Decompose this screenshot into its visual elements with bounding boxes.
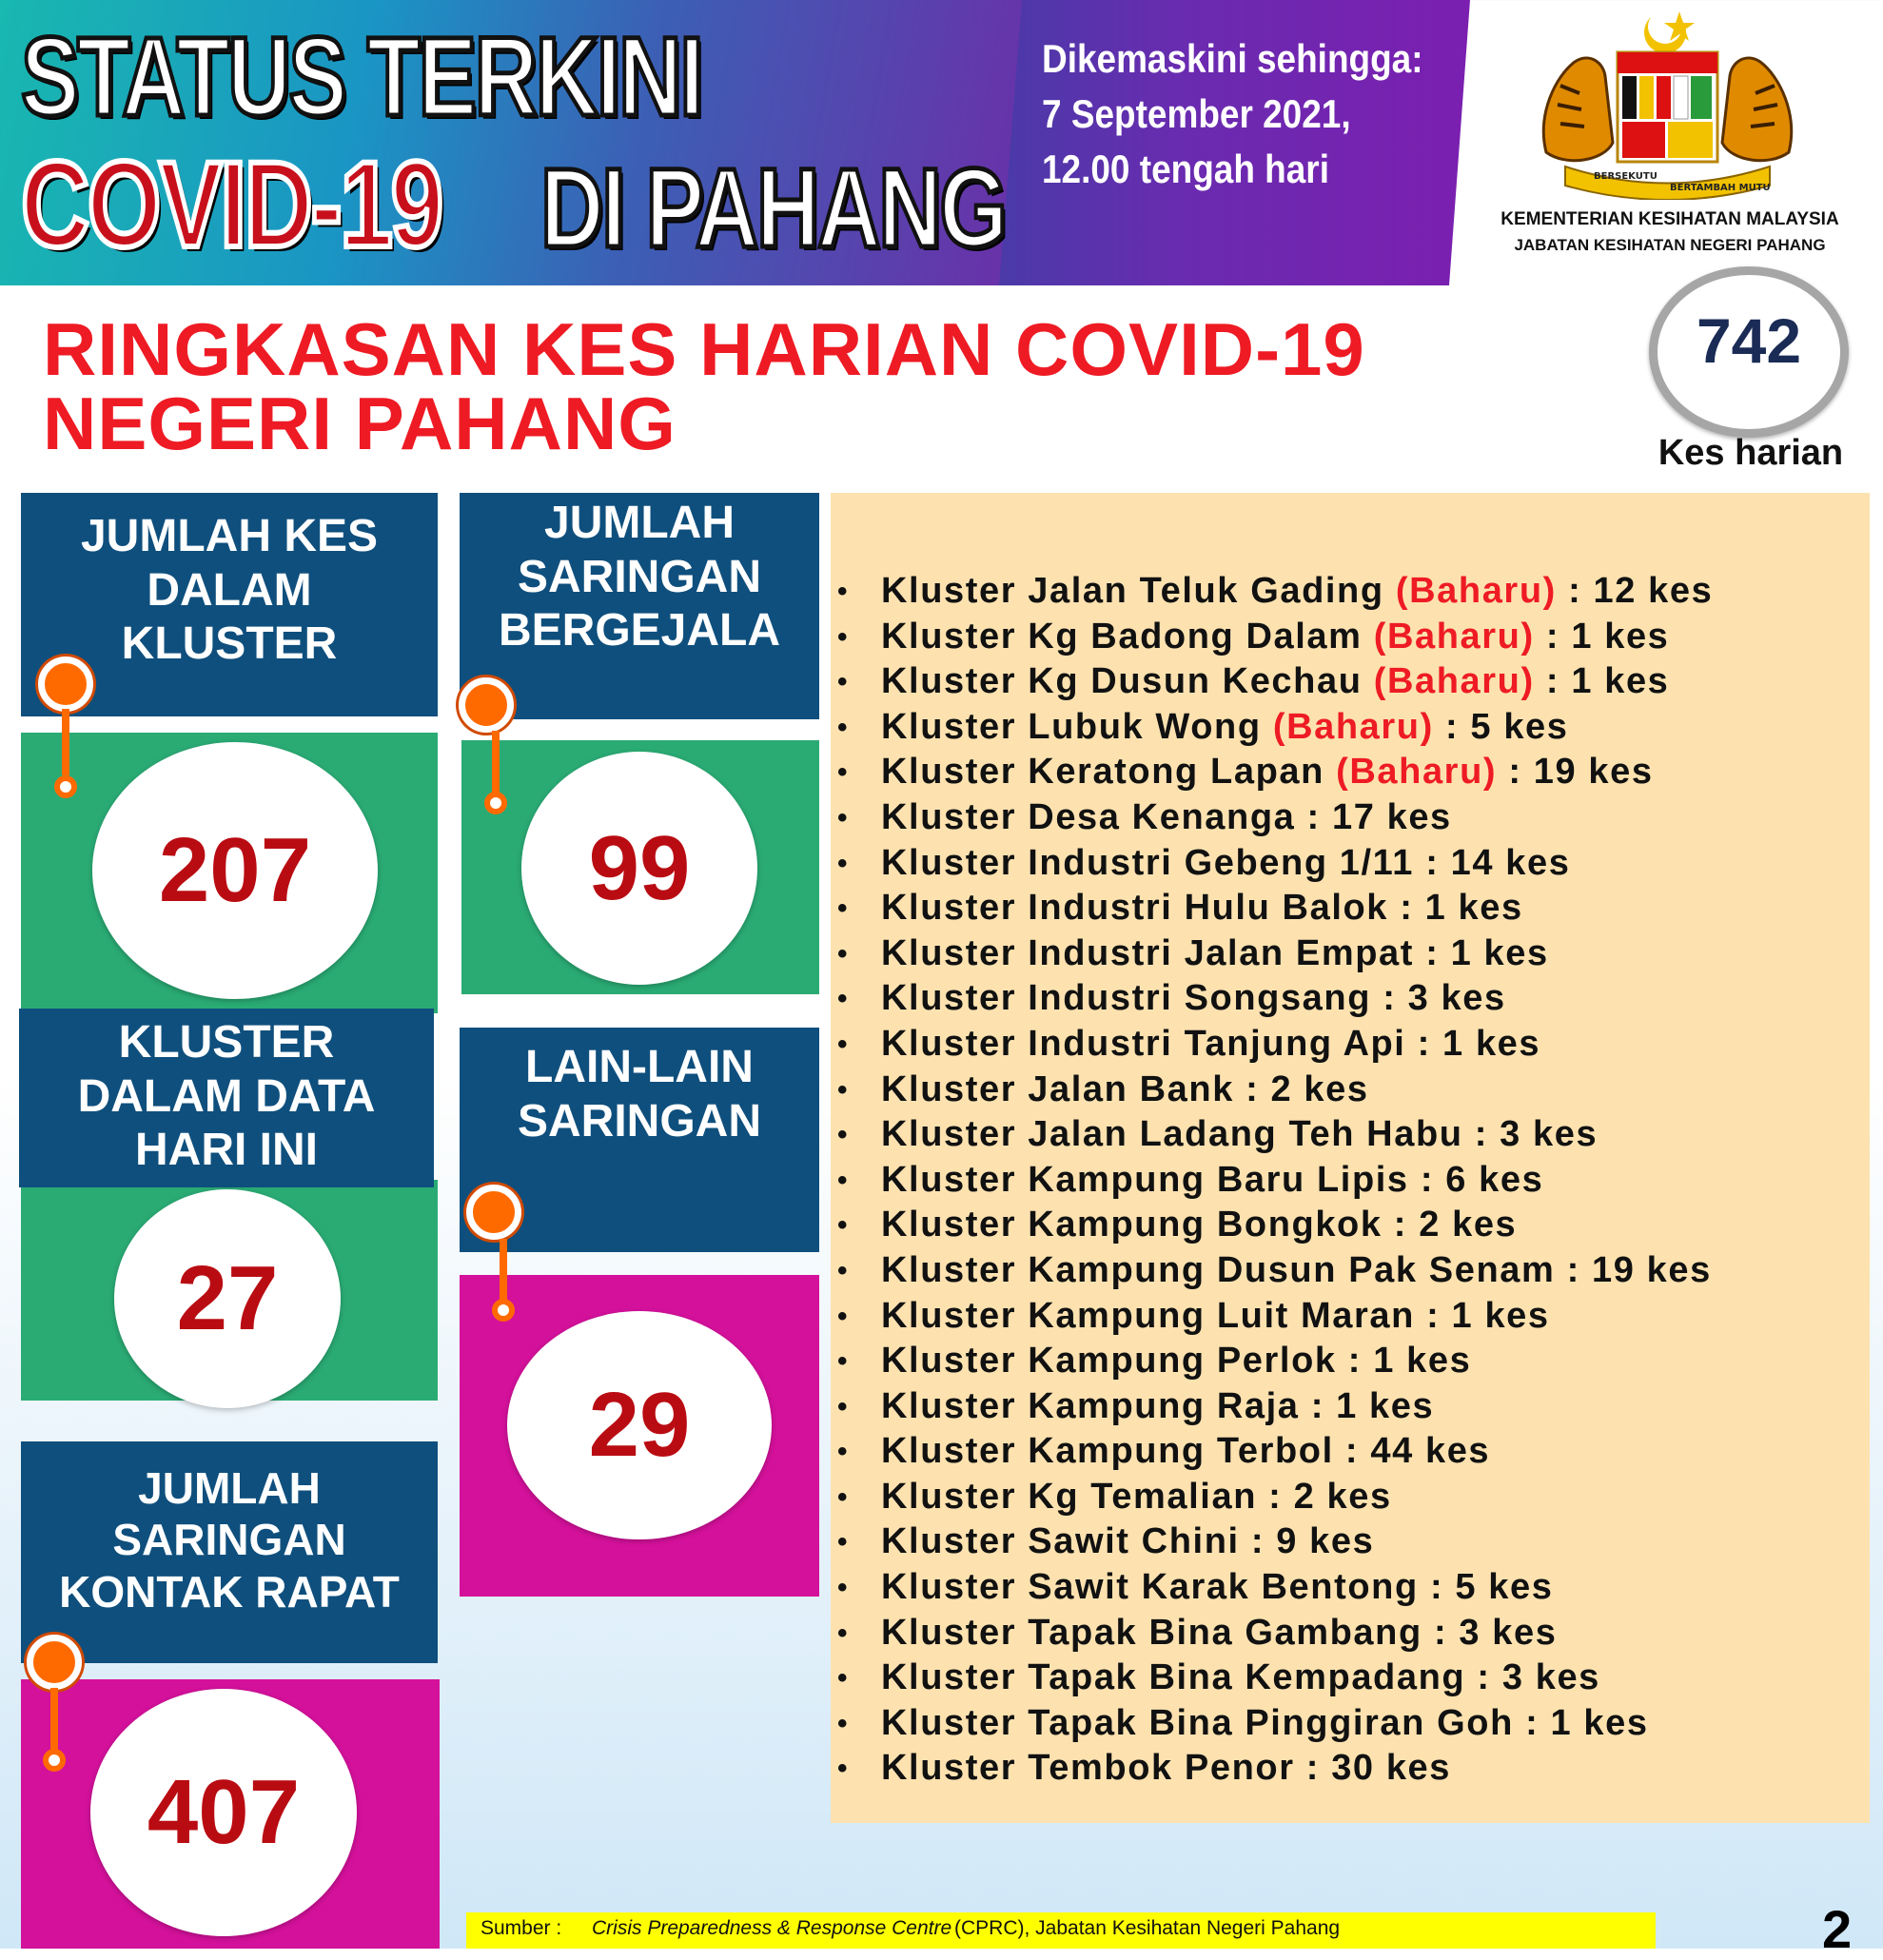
cluster-count: : 17 kes [1306,796,1452,837]
cluster-count: : 12 kes [1568,571,1714,611]
cluster-count: : 5 kes [1445,706,1569,747]
cluster-count: : 1 kes [1426,1295,1550,1336]
cluster-item [837,1611,1865,1656]
ministry-name: KEMENTERIAN KESIHATAN MALAYSIA [1501,209,1839,229]
cluster-item [837,1746,1865,1792]
cluster-item [837,1294,1865,1340]
coat-of-arms-logo [1537,10,1798,200]
pin-dot-icon [492,1299,515,1322]
cluster-item [837,886,1865,931]
cluster-name: Kluster Kampung Dusun Pak Senam [881,1249,1556,1290]
cluster-name: Kluster Industri Hulu Balok [881,888,1389,929]
new-cluster-tag: (Baharu) [1373,616,1535,657]
cluster-item [837,705,1865,751]
pin-dot-icon [484,792,507,814]
symptomatic-value: 99 [521,752,757,985]
cluster-name: Kluster Industri Jalan Empat [881,932,1415,973]
pin-icon [38,657,93,712]
card-cluster-cases-header: JUMLAH KES DALAM KLUSTER [21,493,438,716]
clusters-today-value: 27 [114,1189,341,1408]
cluster-count: : 19 kes [1566,1249,1712,1290]
new-cluster-tag: (Baharu) [1336,752,1498,793]
cluster-count: : 44 kes [1344,1431,1491,1472]
cluster-name: Kluster Keratong Lapan [881,752,1324,793]
title-di-pahang: DI PAHANG [540,146,1006,271]
cluster-name: Kluster Industri Songsang [881,978,1372,1019]
cluster-item [837,1339,1865,1384]
cluster-list [837,569,1865,1792]
cluster-name: Kluster Industri Gebeng 1/11 [881,842,1415,883]
card-clusters-today-header: KLUSTER DALAM DATA HARI INI [19,1009,434,1187]
other-screening-value: 29 [507,1311,772,1539]
cluster-name: Kluster Jalan Teluk Gading [881,571,1384,611]
card-other-screening-header: LAIN-LAIN SARINGAN [460,1028,819,1252]
cluster-item [837,1519,1865,1565]
cluster-count: : 3 kes [1477,1657,1600,1698]
cluster-item [837,750,1865,795]
cluster-count: : 1 kes [1417,1023,1541,1064]
pin-dot-icon [54,775,77,798]
cluster-item [837,1068,1865,1113]
cluster-name: Kluster Desa Kenanga [881,796,1296,837]
cluster-name: Kluster Sawit Karak Bentong [881,1567,1419,1608]
cluster-count: : 2 kes [1246,1068,1369,1109]
cluster-count: : 1 kes [1310,1385,1435,1426]
updated-line-3: 12.00 tengah hari [1042,147,1329,191]
card-symptomatic-header: JUMLAH SARINGAN BERGEJALA [460,493,819,719]
cluster-item [837,1158,1865,1204]
cluster-item [837,1429,1865,1475]
cluster-item [837,841,1865,887]
cluster-item [837,1701,1865,1747]
cluster-item [837,1203,1865,1248]
cluster-name: Kluster Tapak Bina Gambang [881,1612,1422,1653]
summary-title-line1: RINGKASAN KES HARIAN COVID-19 [43,307,1365,391]
cluster-count: : 1 kes [1525,1702,1649,1743]
cluster-count: : 3 kes [1433,1612,1558,1653]
cluster-name: Kluster Kampung Baru Lipis [881,1159,1409,1200]
cluster-name: Kluster Tembok Penor [881,1748,1295,1789]
cluster-name: Kluster Kampung Luit Maran [881,1295,1415,1336]
daily-cases-value: 742 [1696,305,1802,376]
pin-stem [500,1239,507,1301]
pin-stem [492,731,500,793]
cluster-count: : 1 kes [1545,616,1670,657]
cluster-item [837,1022,1865,1068]
cluster-count: : 2 kes [1393,1205,1518,1245]
pin-stem [62,709,69,775]
updated-line-1: Dikemaskini sehingga: [1042,36,1423,81]
source-organization: Crisis Preparedness & Response Centre [592,1917,952,1939]
svg-text:BERSEKUTU: BERSEKUTU [1594,171,1657,182]
pin-stem [50,1688,58,1754]
cluster-name: Kluster Kg Temalian [881,1476,1257,1517]
pin-icon [27,1635,82,1690]
summary-title-line2: NEGERI PAHANG [43,382,677,465]
cluster-count: : 1 kes [1347,1341,1472,1382]
cluster-name: Kluster Tapak Bina Kempadang [881,1657,1466,1698]
cluster-count: : 3 kes [1474,1114,1599,1155]
cluster-item [837,795,1865,841]
svg-text:BERTAMBAH MUTU: BERTAMBAH MUTU [1670,183,1771,193]
cluster-item [837,1112,1865,1158]
cluster-name: Kluster Kampung Perlok [881,1341,1337,1382]
cluster-count: : 30 kes [1305,1748,1452,1789]
cluster-item [837,569,1865,615]
updated-line-2: 7 September 2021, [1042,91,1351,136]
cluster-item [837,1248,1865,1294]
cluster-count: : 9 kes [1250,1521,1375,1562]
cluster-name: Kluster Kg Dusun Kechau [881,661,1363,702]
cluster-count: : 5 kes [1429,1567,1554,1608]
pin-icon [466,1185,521,1240]
page-number: 2 [1822,1899,1853,1959]
cluster-item [837,1656,1865,1701]
department-name: JABATAN KESIHATAN NEGERI PAHANG [1514,236,1826,254]
cluster-name: Kluster Kampung Bongkok [881,1205,1383,1245]
cluster-item [837,931,1865,977]
cluster-count: : 3 kes [1383,978,1506,1019]
cluster-item [837,1565,1865,1611]
title-covid: COVID-19 [21,137,441,273]
cluster-name: Kluster Tapak Bina Pinggiran Goh [881,1702,1514,1743]
cluster-name: Kluster Kampung Terbol [881,1431,1334,1472]
cluster-name: Kluster Kg Badong Dalam [881,616,1363,657]
cluster-item [837,1384,1865,1430]
close-contact-value: 407 [90,1689,357,1936]
cluster-cases-value: 207 [92,742,378,999]
card-close-contact-header: JUMLAH SARINGAN KONTAK RAPAT [21,1441,438,1663]
cluster-count: : 19 kes [1508,752,1654,793]
source-label: Sumber : [481,1917,562,1939]
cluster-name: Kluster Jalan Ladang Teh Habu [881,1114,1463,1155]
cluster-item [837,1475,1865,1520]
cluster-name: Kluster Industri Tanjung Api [881,1023,1406,1064]
pin-icon [459,677,514,733]
cluster-count: : 1 kes [1425,932,1549,973]
source-details: (CPRC), Jabatan Kesihatan Negeri Pahang [954,1917,1341,1939]
cluster-item [837,659,1865,705]
cluster-name: Kluster Sawit Chini [881,1521,1240,1562]
new-cluster-tag: (Baharu) [1395,571,1557,611]
cluster-count: : 6 kes [1420,1159,1544,1200]
cluster-item [837,976,1865,1022]
cluster-name: Kluster Jalan Bank [881,1068,1234,1109]
pin-dot-icon [43,1749,66,1772]
cluster-name: Kluster Kampung Raja [881,1385,1300,1426]
cluster-count: : 2 kes [1268,1476,1392,1517]
new-cluster-tag: (Baharu) [1272,706,1434,747]
cluster-count: : 1 kes [1400,888,1523,929]
cluster-name: Kluster Lubuk Wong [881,706,1262,747]
daily-cases-label: Kes harian [1657,433,1844,473]
cluster-count: : 1 kes [1545,661,1670,702]
new-cluster-tag: (Baharu) [1373,661,1535,702]
cluster-item [837,615,1865,660]
title-status-terkini: STATUS TERKINI [21,14,702,140]
cluster-count: : 14 kes [1425,842,1571,883]
